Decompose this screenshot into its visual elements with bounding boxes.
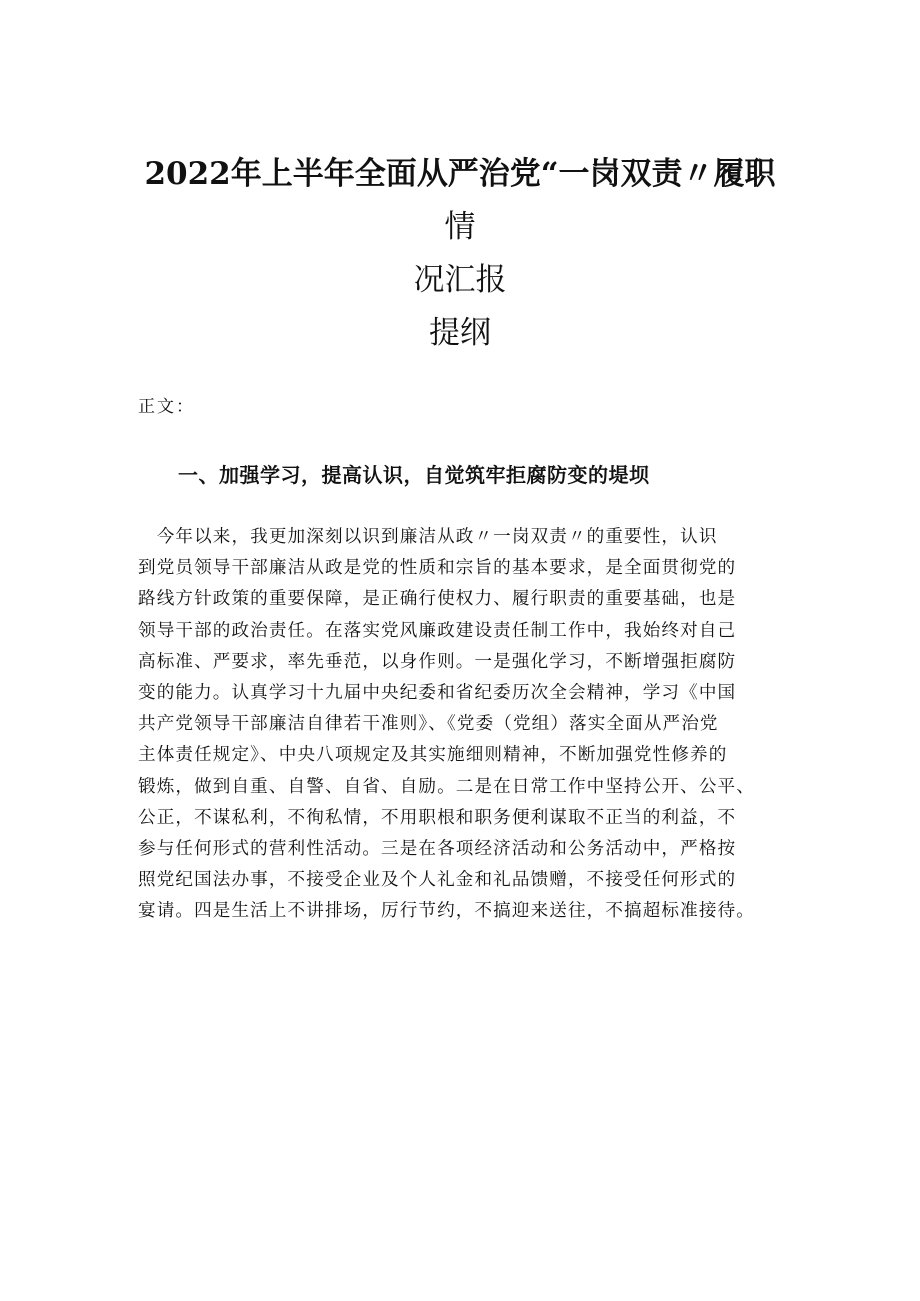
body-line: 宴请。四是生活上不讲排场，厉行节约，不搞迎来送往，不搞超标准接待。 <box>138 901 755 922</box>
title-line-1: 2022年上半年全面从严治党“一岗双责〃履职 <box>144 156 776 192</box>
body-line: 到党员领导干部廉洁从政是党的性质和宗旨的基本要求，是全面贯彻党的 <box>138 558 737 579</box>
body-line: 变的能力。认真学习十九届中央纪委和省纪委历次全会精神，学习《中国 <box>138 683 737 704</box>
body-label: 正文： <box>138 397 195 417</box>
title-line-4: 提纲 <box>429 315 491 351</box>
section-heading-1: 一、加强学习，提高认识，自觉筑牢拒腐防变的堤坝 <box>178 463 650 487</box>
title-line-2: 情 <box>444 209 476 245</box>
body-line: 高标准、严要求，率先垂范，以身作则。一是强化学习，不断增强拒腐防 <box>138 651 737 672</box>
body-line: 领导干部的政治责任。在落实党风廉政建设责任制工作中，我始终对自己 <box>138 620 737 641</box>
body-line: 路线方针政策的重要保障，是正确行使权力、履行职责的重要基础，也是 <box>138 589 737 610</box>
body-line: 今年以来，我更加深刻以识到廉洁从政〃一岗双责〃的重要性，认识 <box>138 527 718 547</box>
body-line: 锻炼，做到自重、自警、自省、自励。二是在日常工作中坚持公开、公平、 <box>138 776 755 797</box>
title-line-3: 况汇报 <box>413 262 507 298</box>
body-paragraph <box>138 522 788 928</box>
body-line: 照党纪国法办事，不接受企业及个人礼金和礼品馈赠，不接受任何形式的 <box>138 870 737 891</box>
body-line: 公正，不谋私利，不徇私情，不用职根和职务便利谋取不正当的利益，不 <box>138 807 737 828</box>
document-title <box>0 148 920 360</box>
body-line: 共产党领导干部廉洁自律若干准则》、《党委（党组）落实全面从严治党 <box>138 714 719 735</box>
body-line: 参与任何形式的营利性活动。三是在各项经济活动和公务活动中，严格按 <box>138 839 737 860</box>
body-line: 主体责任规定》、中央八项规定及其实施细则精神，不断加强党性修养的 <box>138 745 728 766</box>
